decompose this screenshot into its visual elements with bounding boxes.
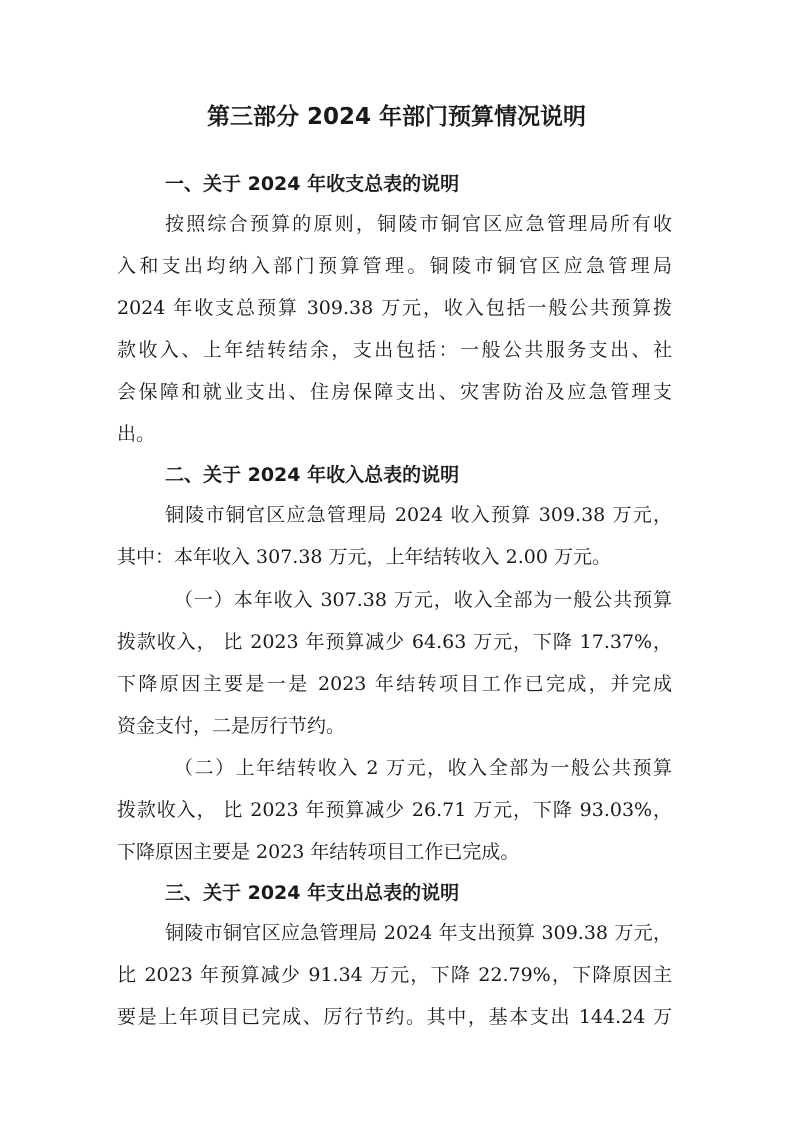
section-2-heading: 二、关于 2024 年收入总表的说明 [165, 464, 460, 486]
paragraph-line: 资金支付，二是厉行节约。 [117, 715, 346, 737]
paragraph-line: 入和支出均纳入部门预算管理。铜陵市铜官区应急管理局 [117, 255, 672, 277]
paragraph-line: 下降原因主要是 2023 年结转项目工作已完成。 [117, 841, 520, 863]
paragraph-line: 按照综合预算的原则，铜陵市铜官区应急管理局所有收 [165, 213, 672, 235]
paragraph-line: 会保障和就业支出、住房保障支出、灾害防治及应急管理支 [117, 381, 672, 403]
paragraph-line: 拨款收入， 比 2023 年预算减少 64.63 万元，下降 17.37%， [117, 631, 672, 653]
paragraph-line: 出。 [117, 423, 156, 445]
paragraph-line: （一）本年收入 307.38 万元，收入全部为一般公共预算 [174, 589, 672, 611]
paragraph-line: 款收入、上年结转结余，支出包括：一般公共服务支出、社 [117, 339, 672, 361]
paragraph-line: 拨款收入， 比 2023 年预算减少 26.71 万元，下降 93.03%， [117, 799, 672, 821]
paragraph-line: 铜陵市铜官区应急管理局 2024 收入预算 309.38 万元， [165, 504, 672, 526]
section-3-heading: 三、关于 2024 年支出总表的说明 [165, 882, 460, 904]
paragraph-line: 其中：本年收入 307.38 万元，上年结转收入 2.00 万元。 [117, 546, 611, 568]
paragraph-line: （二）上年结转收入 2 万元，收入全部为一般公共预算 [174, 757, 672, 779]
paragraph-line: 2024 年收支总预算 309.38 万元，收入包括一般公共预算拨 [117, 297, 672, 319]
paragraph-line: 要是上年项目已完成、厉行节约。其中，基本支出 144.24 万 [117, 1006, 672, 1028]
section-1-heading: 一、关于 2024 年收支总表的说明 [165, 173, 460, 195]
paragraph-line: 比 2023 年预算减少 91.34 万元，下降 22.79%，下降原因主 [117, 964, 672, 986]
page-title: 第三部分 2024 年部门预算情况说明 [206, 104, 587, 130]
paragraph-line: 铜陵市铜官区应急管理局 2024 年支出预算 309.38 万元， [165, 922, 672, 944]
paragraph-line: 下降原因主要是一是 2023 年结转项目工作已完成，并完成 [117, 673, 672, 695]
